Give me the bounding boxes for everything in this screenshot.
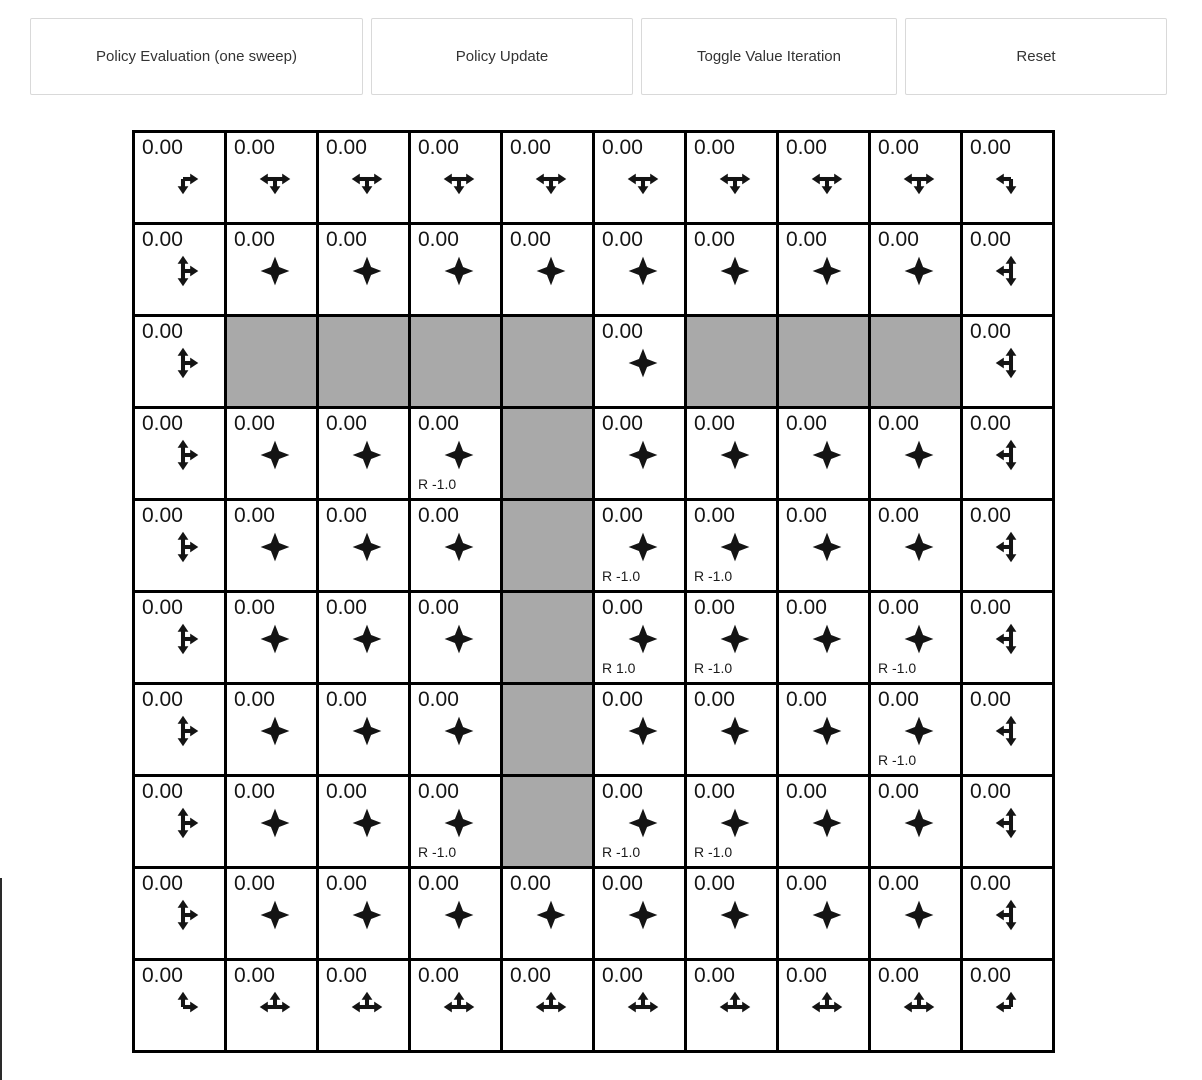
cell-value: 0.00 [142,136,183,159]
cell-value: 0.00 [970,228,1011,251]
policy-arrow-icon [901,529,937,565]
cell-value: 0.00 [418,688,459,711]
grid-cell [227,593,316,682]
policy-arrow-icon [993,989,1029,1025]
cell-value: 0.00 [694,872,735,895]
cell-value: 0.00 [602,964,643,987]
policy-arrow-icon [717,897,753,933]
policy-arrow-icon [257,529,293,565]
grid-cell [227,777,316,866]
cell-value: 0.00 [326,780,367,803]
grid-cell [687,777,776,866]
screen-edge-line [0,878,2,1080]
grid-cell [687,225,776,314]
grid-cell [227,685,316,774]
policy-arrow-icon [993,897,1029,933]
policy-arrow-icon [901,621,937,657]
policy-arrow-icon [257,253,293,289]
grid-cell [319,593,408,682]
cell-value: 0.00 [418,136,459,159]
policy-arrow-icon [717,713,753,749]
policy-arrow-icon [441,529,477,565]
policy-arrow-icon [809,989,845,1025]
grid-cell [871,409,960,498]
grid-cell [227,961,316,1050]
gridworld-grid [132,130,1055,1053]
policy-evaluation-button[interactable]: Policy Evaluation (one sweep) [30,18,363,95]
grid-cell [319,409,408,498]
policy-arrow-icon [625,713,661,749]
cell-value: 0.00 [878,136,919,159]
reward-label: R -1.0 [878,752,917,768]
reward-label: R -1.0 [418,476,457,492]
policy-arrow-icon [993,621,1029,657]
grid-cell [963,685,1052,774]
cell-value: 0.00 [602,320,643,343]
policy-arrow-icon [625,529,661,565]
grid-cell [871,685,960,774]
grid-cell [779,409,868,498]
cell-value: 0.00 [326,872,367,895]
grid-cell [319,685,408,774]
policy-arrow-icon [257,989,293,1025]
cell-value: 0.00 [878,688,919,711]
cell-value: 0.00 [602,136,643,159]
grid-cell [319,777,408,866]
policy-arrow-icon [809,713,845,749]
grid-cell [687,409,776,498]
policy-arrow-icon [257,897,293,933]
cell-value: 0.00 [142,964,183,987]
policy-arrow-icon [349,805,385,841]
grid-cell [503,961,592,1050]
policy-arrow-icon [625,161,661,197]
cell-value: 0.00 [878,964,919,987]
cell-value: 0.00 [418,780,459,803]
wall-cell [503,501,592,590]
wall-cell [319,317,408,406]
grid-cell [503,133,592,222]
grid-cell [595,961,684,1050]
grid-cell [871,777,960,866]
cell-value: 0.00 [694,136,735,159]
grid-cell [779,685,868,774]
grid-cell [135,685,224,774]
grid-cell [595,685,684,774]
cell-value: 0.00 [142,228,183,251]
grid-cell [963,593,1052,682]
grid-cell [779,777,868,866]
policy-arrow-icon [717,805,753,841]
cell-value: 0.00 [970,964,1011,987]
cell-value: 0.00 [602,780,643,803]
cell-value: 0.00 [234,228,275,251]
grid-cell [319,501,408,590]
policy-arrow-icon [165,621,201,657]
policy-arrow-icon [809,529,845,565]
policy-arrow-icon [809,897,845,933]
cell-value: 0.00 [142,320,183,343]
policy-arrow-icon [901,437,937,473]
grid-cell [871,225,960,314]
reward-label: R -1.0 [602,568,641,584]
cell-value: 0.00 [878,412,919,435]
reward-label: R -1.0 [878,660,917,676]
policy-arrow-icon [257,805,293,841]
policy-arrow-icon [257,437,293,473]
grid-cell [871,869,960,958]
cell-value: 0.00 [418,228,459,251]
toggle-value-iteration-button[interactable]: Toggle Value Iteration [641,18,897,95]
cell-value: 0.00 [142,596,183,619]
grid-cell [135,133,224,222]
grid-cell [963,869,1052,958]
policy-arrow-icon [993,345,1029,381]
policy-arrow-icon [901,161,937,197]
policy-arrow-icon [349,161,385,197]
policy-arrow-icon [809,805,845,841]
policy-arrow-icon [349,897,385,933]
policy-arrow-icon [901,897,937,933]
grid-cell [595,133,684,222]
cell-value: 0.00 [878,596,919,619]
cell-value: 0.00 [970,780,1011,803]
grid-cell [135,869,224,958]
grid-cell [687,593,776,682]
policy-arrow-icon [533,253,569,289]
policy-arrow-icon [441,253,477,289]
cell-value: 0.00 [878,780,919,803]
cell-value: 0.00 [786,872,827,895]
policy-arrow-icon [257,161,293,197]
cell-value: 0.00 [234,780,275,803]
cell-value: 0.00 [970,136,1011,159]
grid-cell [319,225,408,314]
cell-value: 0.00 [510,136,551,159]
grid-cell [411,501,500,590]
grid-cell [687,501,776,590]
policy-arrow-icon [165,989,201,1025]
grid-cell [595,869,684,958]
grid-cell [319,133,408,222]
cell-value: 0.00 [786,504,827,527]
grid-cell [687,961,776,1050]
policy-arrow-icon [625,621,661,657]
grid-cell [963,225,1052,314]
cell-value: 0.00 [142,412,183,435]
policy-arrow-icon [901,805,937,841]
cell-value: 0.00 [326,964,367,987]
policy-arrow-icon [809,621,845,657]
wall-cell [871,317,960,406]
grid-cell [227,869,316,958]
grid-cell [319,961,408,1050]
policy-arrow-icon [349,621,385,657]
cell-value: 0.00 [786,136,827,159]
reset-button[interactable]: Reset [905,18,1167,95]
wall-cell [503,777,592,866]
cell-value: 0.00 [602,412,643,435]
policy-arrow-icon [441,713,477,749]
grid-cell [227,133,316,222]
policy-arrow-icon [993,161,1029,197]
grid-cell [135,501,224,590]
wall-cell [687,317,776,406]
policy-arrow-icon [441,805,477,841]
cell-value: 0.00 [970,320,1011,343]
cell-value: 0.00 [418,412,459,435]
cell-value: 0.00 [418,964,459,987]
cell-value: 0.00 [878,228,919,251]
cell-value: 0.00 [786,688,827,711]
cell-value: 0.00 [602,504,643,527]
grid-cell [779,869,868,958]
cell-value: 0.00 [970,596,1011,619]
grid-cell [595,409,684,498]
grid-cell [319,869,408,958]
grid-cell [871,133,960,222]
policy-arrow-icon [717,437,753,473]
policy-update-button[interactable]: Policy Update [371,18,633,95]
grid-cell [687,133,776,222]
cell-value: 0.00 [786,596,827,619]
grid-cell [871,501,960,590]
policy-arrow-icon [901,713,937,749]
grid-cell [411,869,500,958]
cell-value: 0.00 [326,136,367,159]
cell-value: 0.00 [234,596,275,619]
grid-cell [963,501,1052,590]
cell-value: 0.00 [878,872,919,895]
cell-value: 0.00 [602,688,643,711]
cell-value: 0.00 [694,228,735,251]
policy-arrow-icon [441,437,477,473]
cell-value: 0.00 [694,780,735,803]
policy-arrow-icon [625,989,661,1025]
grid-cell [779,961,868,1050]
grid-cell [595,593,684,682]
cell-value: 0.00 [694,688,735,711]
policy-arrow-icon [809,161,845,197]
policy-arrow-icon [165,805,201,841]
policy-arrow-icon [625,345,661,381]
policy-arrow-icon [993,805,1029,841]
grid-cell [779,225,868,314]
cell-value: 0.00 [786,412,827,435]
grid-cell [135,317,224,406]
grid-cell [411,777,500,866]
grid-cell [595,225,684,314]
wall-cell [227,317,316,406]
cell-value: 0.00 [786,228,827,251]
grid-cell [963,133,1052,222]
policy-arrow-icon [993,253,1029,289]
cell-value: 0.00 [970,872,1011,895]
grid-cell [135,225,224,314]
grid-cell [227,225,316,314]
cell-value: 0.00 [142,504,183,527]
policy-arrow-icon [441,161,477,197]
policy-arrow-icon [257,713,293,749]
policy-arrow-icon [349,713,385,749]
policy-arrow-icon [533,161,569,197]
reward-label: R 1.0 [602,660,636,676]
cell-value: 0.00 [970,412,1011,435]
cell-value: 0.00 [510,964,551,987]
policy-arrow-icon [993,713,1029,749]
grid-cell [779,593,868,682]
cell-value: 0.00 [142,688,183,711]
grid-cell [595,317,684,406]
reward-label: R -1.0 [694,844,733,860]
cell-value: 0.00 [970,688,1011,711]
policy-arrow-icon [533,897,569,933]
policy-arrow-icon [349,437,385,473]
cell-value: 0.00 [326,688,367,711]
cell-value: 0.00 [510,872,551,895]
wall-cell [503,317,592,406]
policy-arrow-icon [993,529,1029,565]
grid-cell [963,777,1052,866]
grid-cell [779,501,868,590]
cell-value: 0.00 [326,228,367,251]
policy-arrow-icon [165,437,201,473]
cell-value: 0.00 [786,780,827,803]
grid-cell [411,685,500,774]
cell-value: 0.00 [694,504,735,527]
grid-cell [687,685,776,774]
policy-arrow-icon [257,621,293,657]
grid-cell [227,409,316,498]
grid-cell [135,961,224,1050]
grid-cell [135,409,224,498]
policy-arrow-icon [165,713,201,749]
cell-value: 0.00 [602,228,643,251]
policy-arrow-icon [993,437,1029,473]
policy-arrow-icon [165,161,201,197]
grid-cell [135,777,224,866]
cell-value: 0.00 [234,964,275,987]
cell-value: 0.00 [142,780,183,803]
cell-value: 0.00 [694,596,735,619]
policy-arrow-icon [349,989,385,1025]
policy-arrow-icon [349,529,385,565]
cell-value: 0.00 [418,872,459,895]
wall-cell [503,685,592,774]
policy-arrow-icon [165,529,201,565]
cell-value: 0.00 [142,872,183,895]
cell-value: 0.00 [878,504,919,527]
reward-label: R -1.0 [694,568,733,584]
policy-arrow-icon [901,253,937,289]
grid-cell [411,593,500,682]
grid-cell [963,409,1052,498]
policy-arrow-icon [717,253,753,289]
grid-cell [963,317,1052,406]
grid-cell [411,133,500,222]
wall-cell [503,593,592,682]
cell-value: 0.00 [234,688,275,711]
grid-cell [871,961,960,1050]
policy-arrow-icon [809,253,845,289]
policy-arrow-icon [901,989,937,1025]
reward-label: R -1.0 [694,660,733,676]
policy-arrow-icon [625,897,661,933]
policy-arrow-icon [717,161,753,197]
policy-arrow-icon [165,897,201,933]
policy-arrow-icon [441,621,477,657]
grid-cell [411,961,500,1050]
cell-value: 0.00 [694,412,735,435]
policy-arrow-icon [717,989,753,1025]
grid-cell [411,409,500,498]
grid-cell [227,501,316,590]
policy-arrow-icon [533,989,569,1025]
policy-arrow-icon [441,897,477,933]
policy-arrow-icon [625,805,661,841]
reward-label: R -1.0 [418,844,457,860]
grid-cell [871,593,960,682]
cell-value: 0.00 [602,872,643,895]
cell-value: 0.00 [326,596,367,619]
grid-cell [595,777,684,866]
cell-value: 0.00 [234,872,275,895]
grid-cell [411,225,500,314]
wall-cell [779,317,868,406]
wall-cell [411,317,500,406]
reward-label: R -1.0 [602,844,641,860]
policy-arrow-icon [717,621,753,657]
cell-value: 0.00 [326,412,367,435]
grid-cell [503,869,592,958]
cell-value: 0.00 [326,504,367,527]
policy-arrow-icon [809,437,845,473]
cell-value: 0.00 [970,504,1011,527]
cell-value: 0.00 [418,596,459,619]
policy-arrow-icon [349,253,385,289]
grid-cell [963,961,1052,1050]
grid-cell [503,225,592,314]
grid-cell [595,501,684,590]
cell-value: 0.00 [234,136,275,159]
toolbar [0,0,1202,95]
cell-value: 0.00 [234,504,275,527]
cell-value: 0.00 [418,504,459,527]
policy-arrow-icon [625,253,661,289]
grid-cell [687,869,776,958]
wall-cell [503,409,592,498]
grid-cell [135,593,224,682]
policy-arrow-icon [165,345,201,381]
grid-cell [779,133,868,222]
policy-arrow-icon [165,253,201,289]
cell-value: 0.00 [234,412,275,435]
cell-value: 0.00 [510,228,551,251]
cell-value: 0.00 [602,596,643,619]
policy-arrow-icon [717,529,753,565]
cell-value: 0.00 [786,964,827,987]
cell-value: 0.00 [694,964,735,987]
policy-arrow-icon [441,989,477,1025]
policy-arrow-icon [625,437,661,473]
